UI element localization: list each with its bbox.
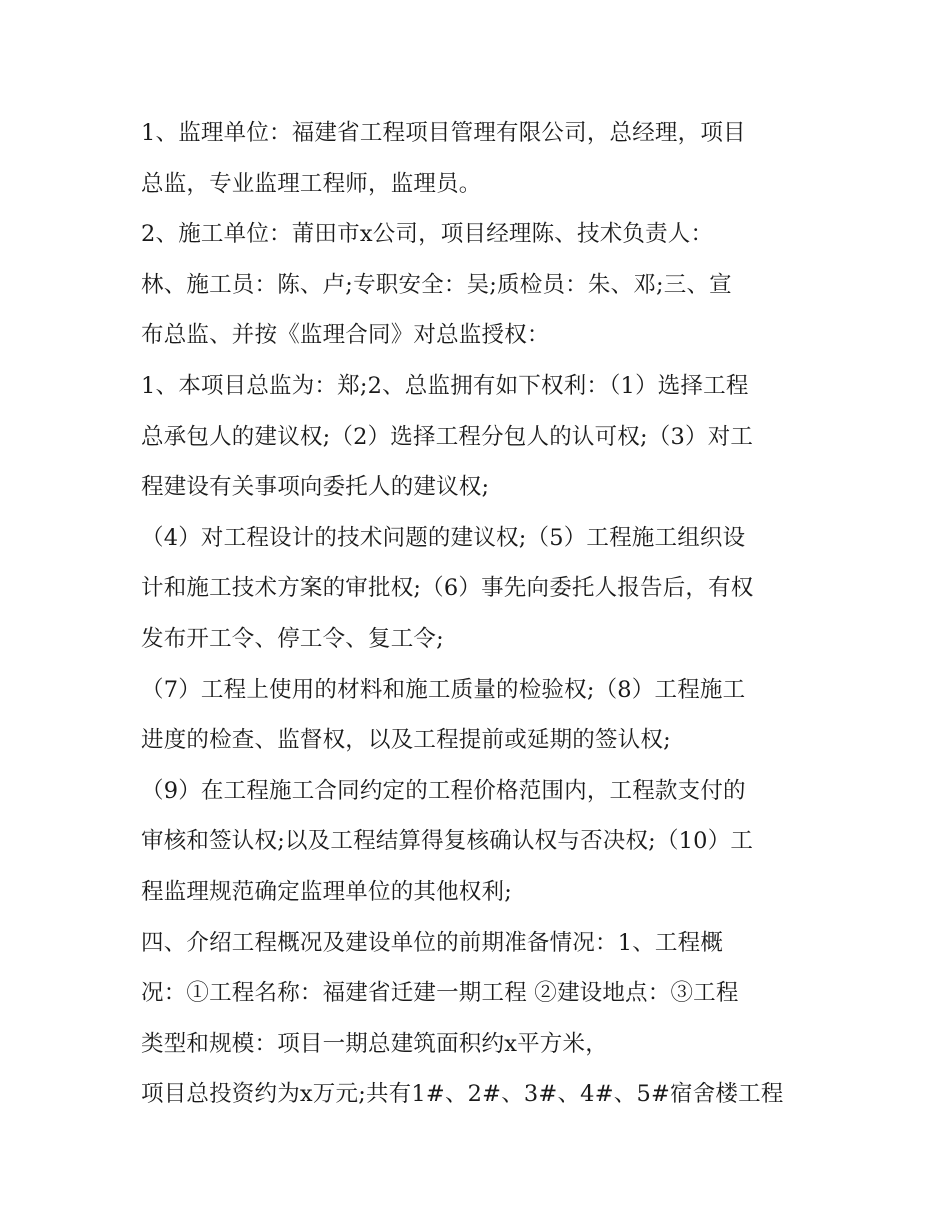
text-line: 2、施工单位：莆田市x公司，项目经理陈、技术负责人： <box>141 221 714 248</box>
document-body <box>141 108 821 1120</box>
text-line: 林、施工员：陈、卢;专职安全：吴;质检员：朱、邓;三、宣 <box>141 271 732 298</box>
text-line: 布总监、并按《监理合同》对总监授权： <box>141 322 550 349</box>
text-line: 总承包人的建议权;（2）选择工程分包人的认可权;（3）对工 <box>141 423 754 450</box>
text-line: 程建设有关事项向委托人的建议权; <box>141 474 490 501</box>
text-line: 况：①工程名称：福建省迁建一期工程 ②建设地点：③工程 <box>141 980 739 1007</box>
text-line: 计和施工技术方案的审批权;（6）事先向委托人报告后，有权 <box>141 575 754 602</box>
text-line: （4）对工程设计的技术问题的建议权;（5）工程施工组织设 <box>141 524 746 551</box>
text-line: 1、监理单位：福建省工程项目管理有限公司，总经理，项目 <box>141 120 746 146</box>
text-line: （9）在工程施工合同约定的工程价格范围内，工程款支付的 <box>141 777 746 804</box>
text-line: 程监理规范确定监理单位的其他权利; <box>141 878 512 905</box>
text-line: 进度的检查、监督权，以及工程提前或延期的签认权; <box>141 727 671 754</box>
text-line: 项目总投资约为x万元;共有1#、2#、3#、4#、5#宿舍楼工程 <box>141 1081 784 1108</box>
text-line: 四、介绍工程概况及建设单位的前期准备情况：1、工程概 <box>141 929 724 956</box>
text-line: 总监，专业监理工程师，监理员。 <box>141 170 482 197</box>
text-line: 1、本项目总监为：郑;2、总监拥有如下权利：（1）选择工程 <box>141 372 749 399</box>
text-line: （7）工程上使用的材料和施工质量的检验权;（8）工程施工 <box>141 676 746 703</box>
text-line: 发布开工令、停工令、复工令; <box>141 625 444 652</box>
text-line: 类型和规模：项目一期总建筑面积约x平方米， <box>141 1030 608 1057</box>
text-line: 审核和签认权;以及工程结算得复核确认权与否决权;（10）工 <box>141 828 754 855</box>
